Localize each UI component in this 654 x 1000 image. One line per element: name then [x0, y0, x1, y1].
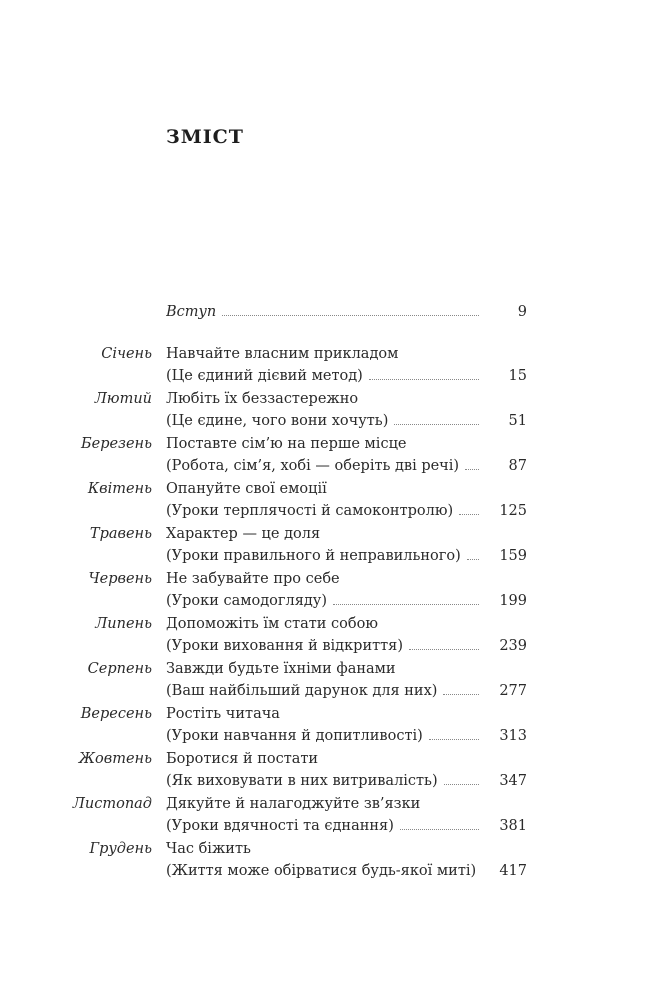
toc-month: Червень [88, 571, 152, 587]
dot-leader [444, 770, 479, 785]
toc-leader [166, 770, 479, 792]
toc-subtitle: (Робота, сім’я, хобі — оберіть дві речі) [166, 458, 460, 474]
toc-leader [166, 365, 479, 387]
toc-subtitle: (Це єдине, чого вони хочуть) [166, 413, 389, 429]
toc-title: Не забувайте про себе [166, 571, 340, 587]
dot-leader [467, 545, 479, 560]
toc-leader [166, 860, 479, 882]
toc-month: Листопад [72, 796, 152, 812]
dot-leader [394, 410, 479, 425]
toc-subtitle: (Ваш найбільший дарунок для них) [166, 683, 438, 699]
toc-leader [166, 680, 479, 702]
toc-month: Грудень [89, 841, 152, 857]
toc-title: Любіть їх беззастережно [166, 391, 359, 407]
toc-title: Навчайте власним прикладом [166, 346, 399, 362]
toc-leader [166, 815, 479, 837]
toc-leader [166, 590, 479, 612]
dot-leader [459, 500, 479, 515]
toc-title: Допоможіть їм стати собою [166, 616, 378, 632]
page-number: 9 [517, 304, 527, 320]
toc-subtitle: (Уроки правильного й неправильного) [166, 548, 461, 564]
toc-intro[interactable] [0, 301, 654, 323]
page-number: 87 [508, 458, 527, 474]
page-number: 347 [499, 773, 527, 789]
toc-subtitle: (Це єдиний дієвий метод) [166, 368, 363, 384]
toc-subtitle: (Життя може обірватися будь-якої миті) [166, 863, 477, 879]
toc-month: Січень [101, 346, 152, 362]
toc-leader [166, 455, 479, 477]
toc-title: Завжди будьте їхніми фанами [166, 661, 396, 677]
dot-leader [465, 455, 479, 470]
page-number: 125 [499, 503, 527, 519]
toc-month: Травень [89, 526, 152, 542]
toc-title: Дякуйте й налагоджуйте зв’язки [166, 796, 421, 812]
toc-month: Вересень [80, 706, 152, 722]
toc-subtitle: (Уроки виховання й відкриття) [166, 638, 403, 654]
toc-month: Липень [95, 616, 152, 632]
page-number: 239 [499, 638, 527, 654]
toc-leader [166, 725, 479, 747]
page-number: 277 [499, 683, 527, 699]
dot-leader [429, 725, 479, 740]
toc-month: Квітень [87, 481, 152, 497]
page-number: 51 [508, 413, 527, 429]
dot-leader [400, 815, 479, 830]
page-number: 199 [499, 593, 527, 609]
toc-leader [166, 410, 479, 432]
toc-month: Жовтень [78, 751, 152, 767]
page-number: 381 [499, 818, 527, 834]
toc-leader [166, 500, 479, 522]
page-number: 417 [499, 863, 527, 879]
toc-subtitle: (Уроки навчання й допитливості) [166, 728, 423, 744]
toc-month: Серпень [87, 661, 152, 677]
page-number: 313 [499, 728, 527, 744]
toc-month: Лютий [94, 391, 152, 407]
toc-subtitle: (Уроки самодогляду) [166, 593, 327, 609]
page-number: 159 [499, 548, 527, 564]
toc-title: Поставте сім’ю на перше місце [166, 436, 407, 452]
toc-leader [166, 301, 479, 323]
dot-leader [409, 635, 479, 650]
toc-leader [166, 545, 479, 567]
dot-leader [443, 680, 479, 695]
page-title: ЗМІСТ [166, 126, 244, 148]
dot-leader [222, 301, 479, 316]
dot-leader [333, 590, 479, 605]
toc-title: Опануйте свої емоції [166, 481, 327, 497]
toc-title: Боротися й постати [166, 751, 319, 767]
toc-title: Ростіть читача [166, 706, 280, 722]
toc-title: Характер — це доля [166, 526, 321, 542]
toc-subtitle: (Як виховувати в них витривалість) [166, 773, 438, 789]
toc-title: Час біжить [166, 841, 251, 857]
toc-subtitle: (Уроки вдячності та єднання) [166, 818, 394, 834]
page-number: 15 [508, 368, 527, 384]
toc-leader [166, 635, 479, 657]
dot-leader [369, 365, 479, 380]
toc-title: Вступ [166, 304, 217, 320]
toc-subtitle: (Уроки терплячості й самоконтролю) [166, 503, 454, 519]
toc-month: Березень [80, 436, 152, 452]
